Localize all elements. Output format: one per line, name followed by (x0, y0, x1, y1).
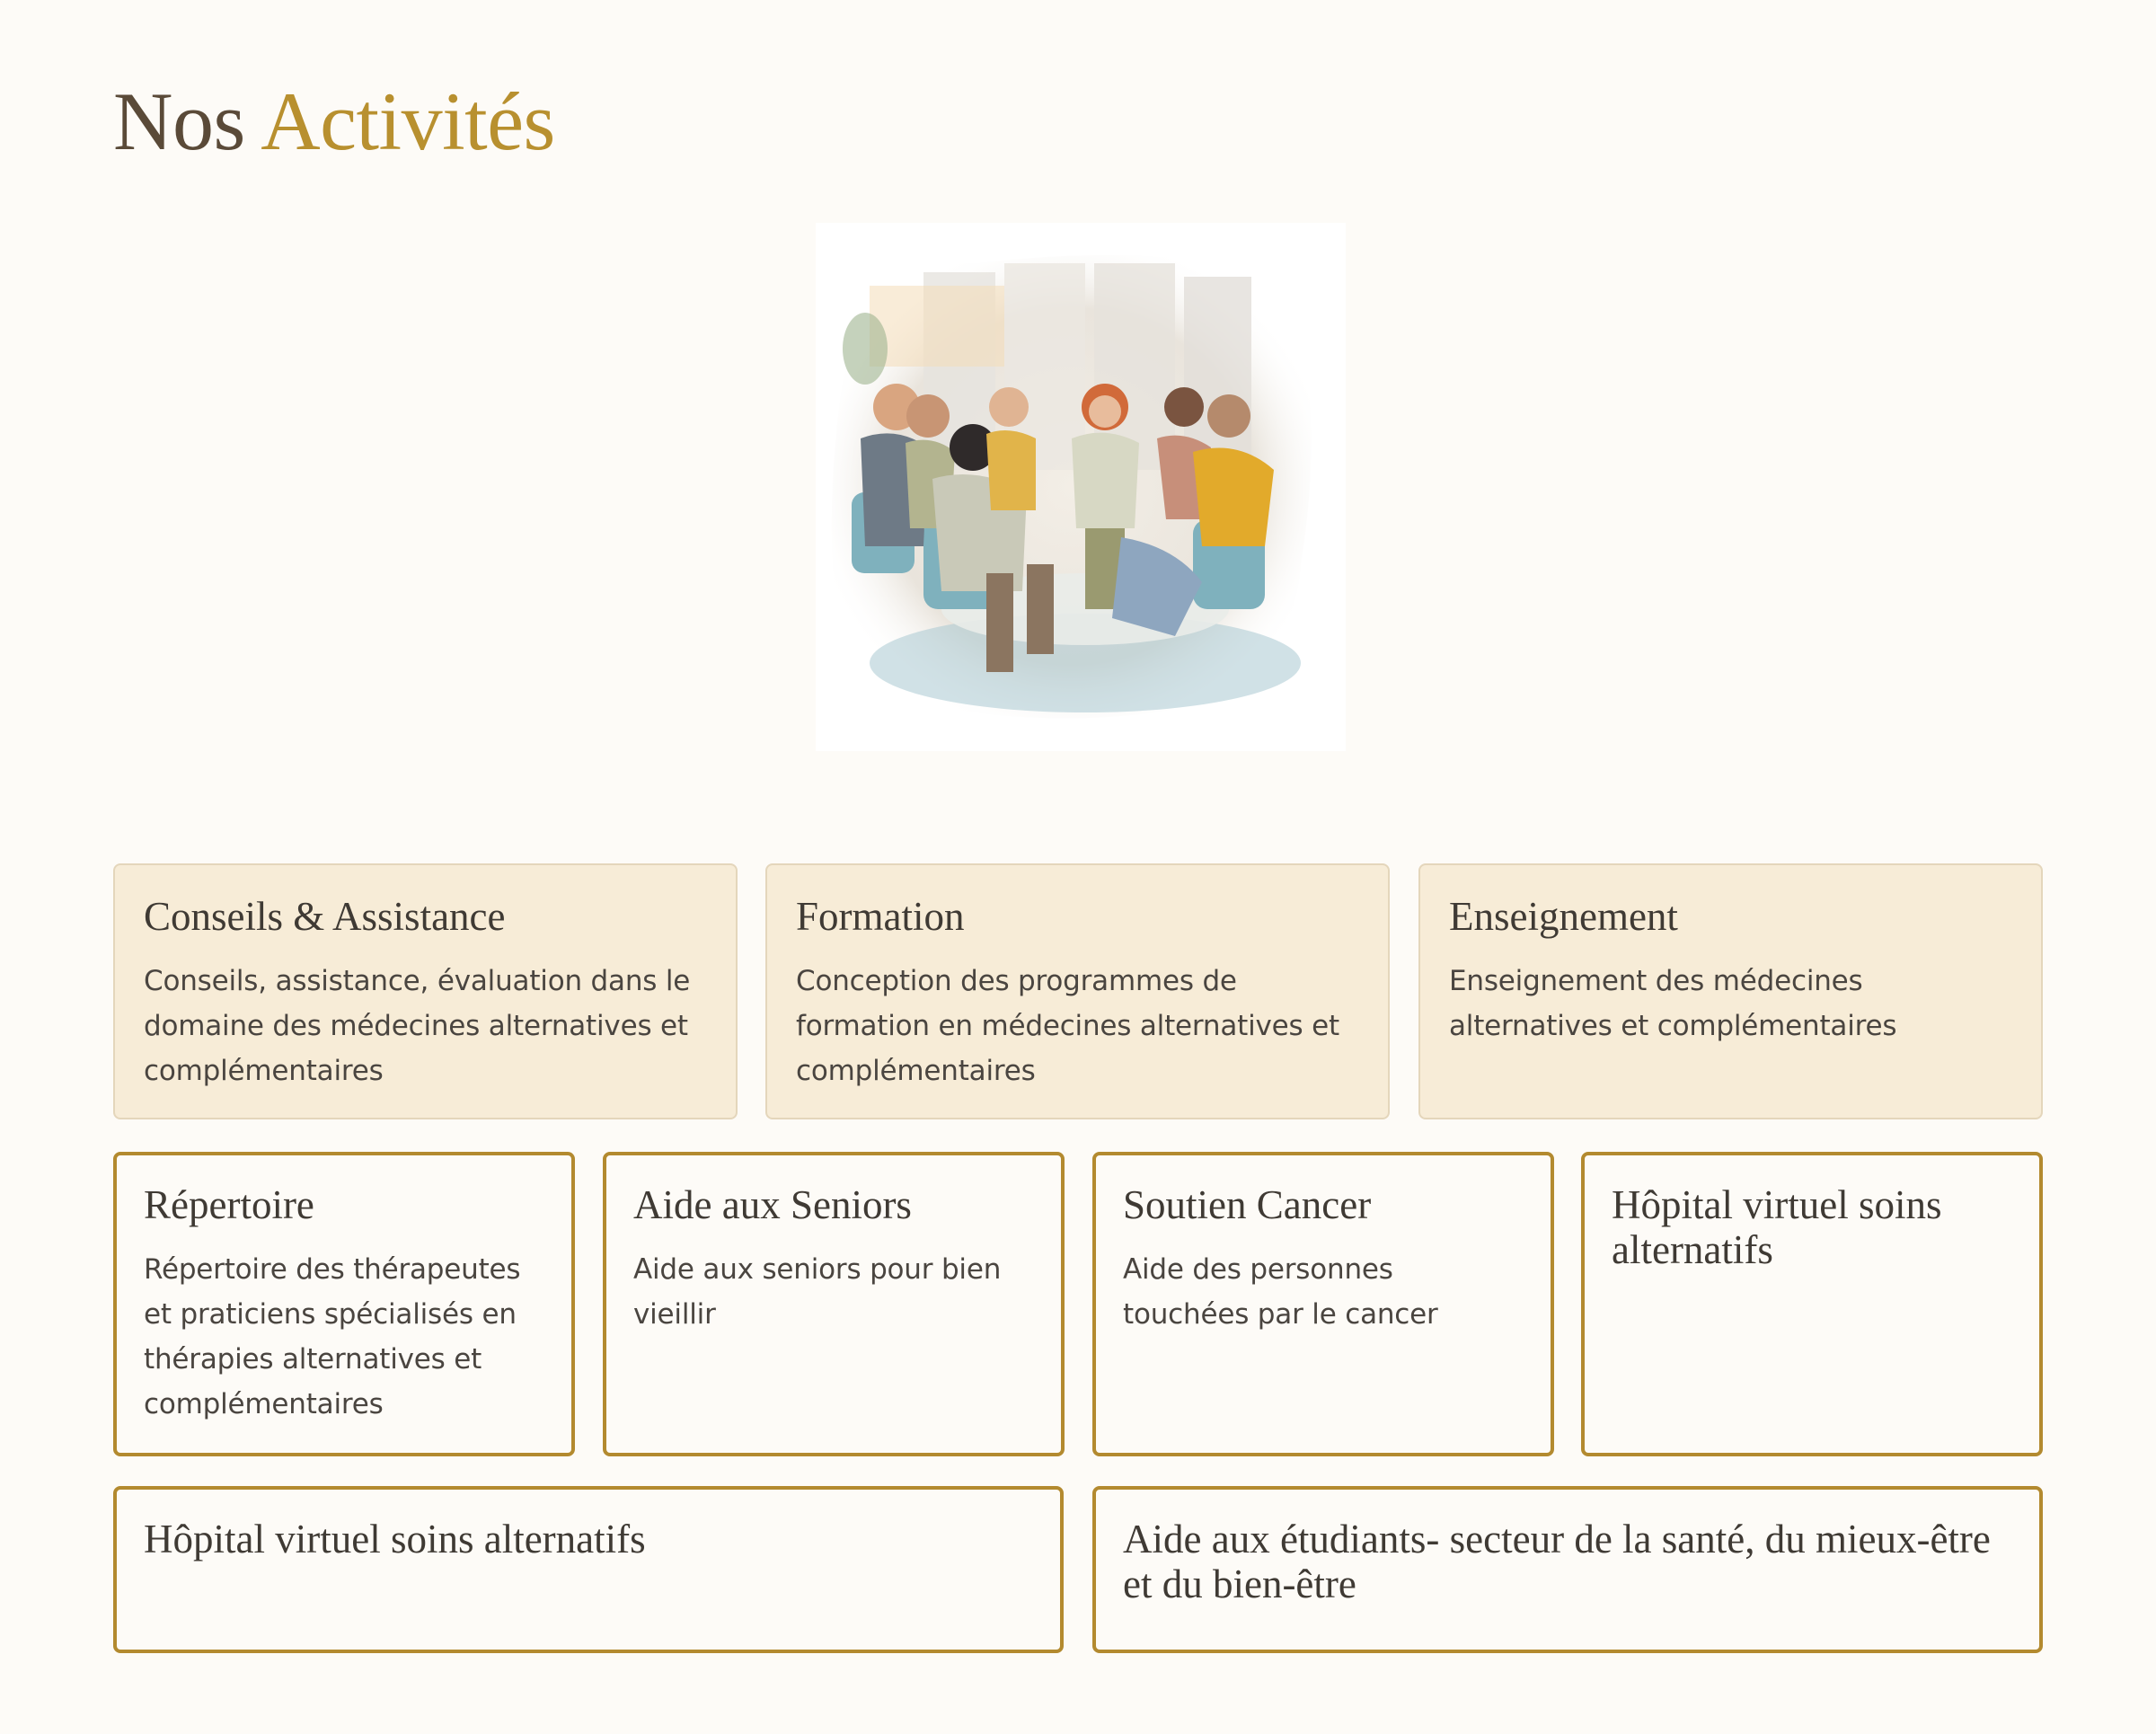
hero-illustration (816, 223, 1346, 751)
activity-card-hopital-virtuel-wide[interactable] (113, 1486, 1064, 1653)
card-title: Enseignement (1449, 894, 1678, 939)
page-title-main: Nos (113, 75, 245, 167)
activity-card-enseignement[interactable] (1418, 863, 2043, 1119)
card-description: Répertoire des thérapeutes et praticiens spécialisés en thérapies alternatives et complémentaires (144, 1253, 521, 1420)
activity-card-conseils[interactable] (113, 863, 738, 1119)
card-title: Hôpital virtuel soins alternatifs (1612, 1182, 1942, 1272)
card-title: Aide aux étudiants- secteur de la santé, du mieux-être et du bien-être (1123, 1517, 1991, 1606)
card-title: Hôpital virtuel soins alternatifs (144, 1517, 646, 1561)
card-description: Aide aux seniors pour bien vieillir (633, 1253, 1002, 1331)
activity-card-etudiants[interactable] (1092, 1486, 2043, 1653)
card-description: Aide des personnes touchées par le cancer (1123, 1253, 1438, 1331)
page-title (113, 72, 555, 171)
card-title: Soutien Cancer (1123, 1182, 1372, 1227)
card-description: Conseils, assistance, évaluation dans le domaine des médecines alternatives et complémentaires (144, 965, 691, 1087)
card-description: Conception des programmes de formation en médecines alternatives et complémentaires (796, 965, 1339, 1087)
activity-card-repertoire[interactable] (113, 1152, 575, 1456)
card-title: Répertoire (144, 1182, 314, 1227)
activity-card-hopital-virtuel[interactable] (1581, 1152, 2043, 1456)
activity-card-cancer[interactable] (1092, 1152, 1554, 1456)
support-group-illustration (816, 223, 1346, 751)
card-title: Formation (796, 894, 965, 939)
activity-card-seniors[interactable] (603, 1152, 1065, 1456)
card-title: Conseils & Assistance (144, 894, 506, 939)
card-description: Enseignement des médecines alternatives et complémentaires (1449, 965, 1897, 1042)
card-title: Aide aux Seniors (633, 1182, 912, 1227)
page-title-accent: Activités (261, 75, 555, 167)
activity-card-formation[interactable] (765, 863, 1390, 1119)
